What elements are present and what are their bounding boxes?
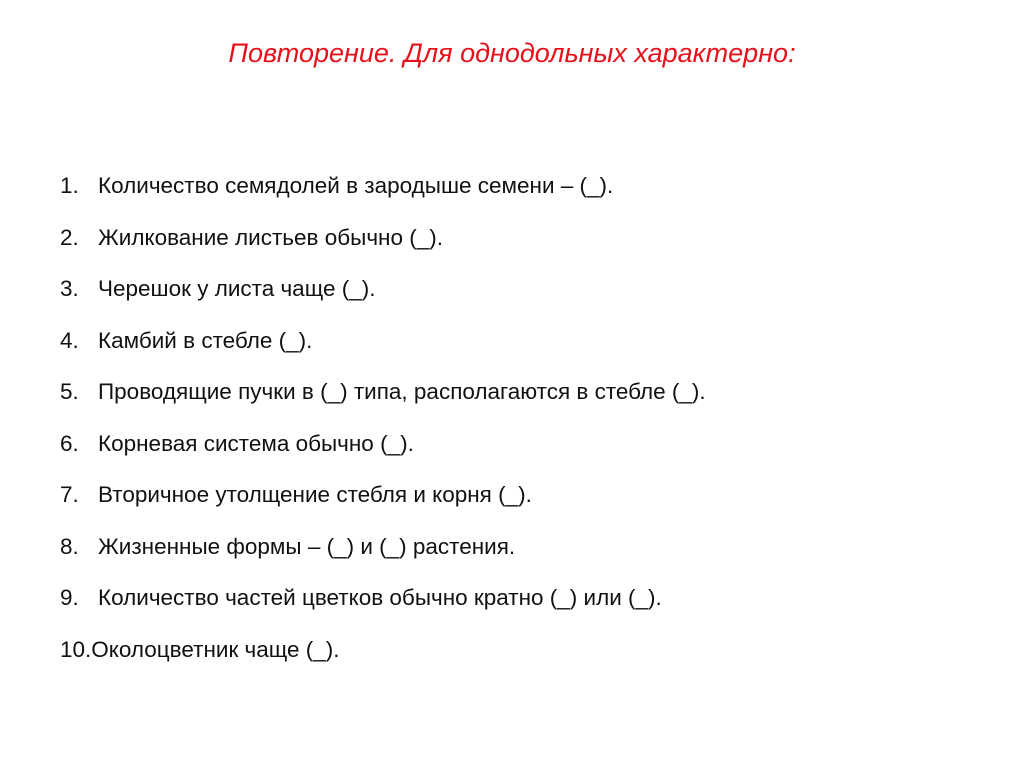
list-item	[60, 475, 706, 527]
list-item	[60, 269, 706, 321]
list-item	[60, 166, 706, 218]
item-text: Количество частей цветков обычно кратно (_) или (_).	[98, 585, 662, 610]
item-number: 9.	[60, 585, 79, 610]
item-number: 8.	[60, 533, 79, 559]
item-number: 6.	[60, 430, 79, 456]
list-item	[60, 630, 706, 682]
question-list	[60, 166, 706, 681]
item-number: 2.	[60, 224, 79, 250]
item-number: 10.	[60, 636, 92, 662]
item-text: Жизненные формы – (_) и (_) растения.	[98, 533, 516, 559]
list-item	[60, 578, 706, 630]
item-text: Корневая система обычно (_).	[98, 430, 414, 456]
item-number: 1.	[60, 173, 79, 198]
slide-title: Повторение. Для однодольных характерно:	[228, 38, 796, 68]
list-item	[60, 424, 706, 476]
item-number: 3.	[60, 276, 79, 301]
item-text: Жилкование листьев обычно (_).	[98, 224, 443, 250]
item-text: Количество семядолей в зародыше семени – (_).	[98, 173, 614, 198]
item-text: Околоцветник чаще (_).	[91, 636, 340, 662]
item-text: Камбий в стебле (_).	[98, 327, 313, 353]
item-number: 4.	[60, 327, 79, 353]
list-item	[60, 372, 706, 424]
item-text: Вторичное утолщение стебля и корня (_).	[98, 482, 532, 507]
item-text: Проводящие пучки в (_) типа, располагаются в стебле (_).	[98, 379, 706, 404]
list-item	[60, 321, 706, 373]
item-text: Черешок у листа чаще (_).	[98, 276, 376, 301]
item-number: 7.	[60, 482, 79, 507]
list-item	[60, 218, 706, 270]
item-number: 5.	[60, 379, 79, 404]
list-item	[60, 527, 706, 579]
